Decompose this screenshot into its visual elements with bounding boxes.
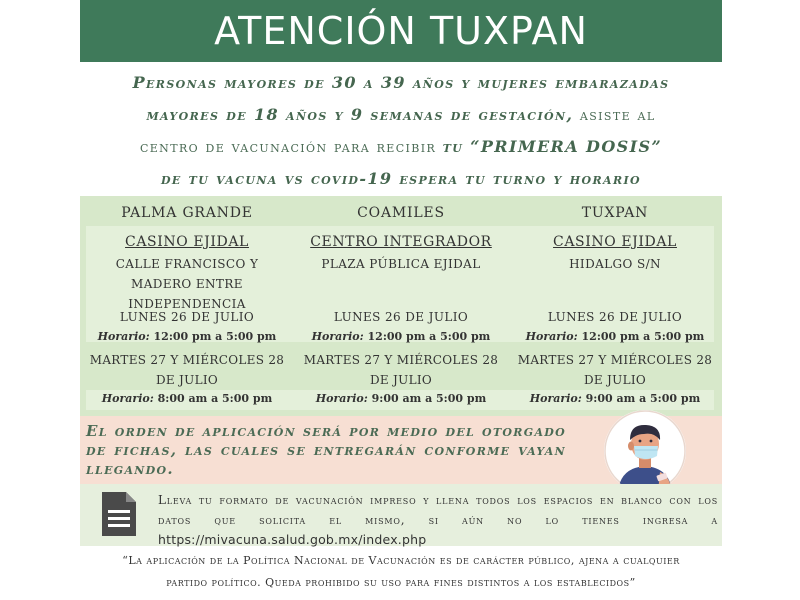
intro-line-2-rest: asiste al bbox=[573, 105, 656, 124]
date-second: MARTES 27 Y MIÉRCOLES 28 DE JULIO bbox=[303, 353, 499, 387]
page-title: ATENCIÓN TUXPAN bbox=[214, 9, 588, 53]
intro-message bbox=[80, 62, 722, 196]
hours-value: 8:00 am a 5:00 pm bbox=[153, 392, 273, 405]
schedule-table bbox=[80, 196, 722, 416]
intro-line-1-text: Personas mayores de 30 a 39 años y mujeres embarazadas bbox=[132, 73, 670, 92]
header-banner bbox=[80, 0, 722, 62]
vaccinated-person-icon bbox=[604, 410, 686, 492]
hours-first bbox=[508, 330, 722, 343]
date-second: MARTES 27 Y MIÉRCOLES 28 DE JULIO bbox=[89, 353, 285, 387]
column-town-coamiles: COAMILES bbox=[357, 205, 445, 221]
venue-name: CASINO EJIDAL bbox=[125, 234, 249, 250]
notice-text: El orden de aplicación será por medio del otorgado de fichas, las cuales se entregarán conforme vayan llegando. bbox=[86, 422, 566, 478]
venue-name: CENTRO INTEGRADOR bbox=[310, 234, 492, 250]
intro-line-2-bold: mayores de 18 años y 9 semanas de gestación, bbox=[146, 105, 574, 124]
vaccination-url-link[interactable]: https://mivacuna.salud.gob.mx/index.php bbox=[158, 532, 427, 547]
intro-line-4 bbox=[161, 163, 641, 195]
hours-first bbox=[294, 330, 508, 343]
hours-value: 12:00 pm a 5:00 pm bbox=[577, 330, 705, 343]
hours-first bbox=[80, 330, 294, 343]
schedule-column-palma-grande bbox=[80, 226, 294, 416]
intro-line-3-bold: tu “PRIMERA DOSIS” bbox=[442, 137, 663, 156]
schedule-column-coamiles bbox=[294, 226, 508, 416]
instructions-text bbox=[158, 490, 718, 550]
hours-value: 12:00 pm a 5:00 pm bbox=[363, 330, 491, 343]
hours-value: 12:00 pm a 5:00 pm bbox=[149, 330, 277, 343]
venue-address: HIDALGO S/N bbox=[569, 257, 661, 271]
schedule-column-tuxpan bbox=[508, 226, 722, 416]
hours-second bbox=[508, 392, 722, 405]
hours-label: Horario: bbox=[525, 330, 578, 343]
date-first: LUNES 26 DE JULIO bbox=[547, 310, 683, 324]
hours-value: 9:00 am a 5:00 pm bbox=[367, 392, 487, 405]
instructions-panel bbox=[80, 484, 722, 546]
legal-line-1: “La aplicación de la Política Nacional de Vacunación es de carácter público, ajena a cualquier bbox=[122, 554, 680, 567]
venue-name: CASINO EJIDAL bbox=[553, 234, 677, 250]
poster bbox=[80, 0, 722, 600]
date-second: MARTES 27 Y MIÉRCOLES 28 DE JULIO bbox=[517, 353, 713, 387]
hours-second bbox=[80, 392, 294, 405]
date-first: LUNES 26 DE JULIO bbox=[333, 310, 469, 324]
intro-line-4-text: de tu vacuna vs covid-19 espera tu turno y horario bbox=[160, 169, 642, 188]
intro-line-1 bbox=[133, 67, 670, 99]
hours-label: Horario: bbox=[101, 392, 154, 405]
intro-line-3 bbox=[140, 131, 662, 163]
hours-label: Horario: bbox=[315, 392, 368, 405]
date-first: LUNES 26 DE JULIO bbox=[119, 310, 255, 324]
document-icon bbox=[100, 490, 138, 538]
schedule-header-row bbox=[80, 196, 722, 226]
legal-disclaimer bbox=[80, 550, 722, 594]
column-town-tuxpan: TUXPAN bbox=[581, 205, 649, 221]
column-town-palma-grande: PALMA GRANDE bbox=[121, 205, 253, 221]
intro-line-3-rest: centro de vacunación para recibir bbox=[139, 137, 443, 156]
hours-value: 9:00 am a 5:00 pm bbox=[581, 392, 701, 405]
venue-address: CALLE FRANCISCO Y MADERO ENTRE INDEPENDENCIA bbox=[115, 257, 259, 311]
hours-second bbox=[294, 392, 508, 405]
hours-label: Horario: bbox=[97, 330, 150, 343]
schedule-body bbox=[80, 226, 722, 416]
legal-line-2: partido político. Queda prohibido su uso para fines distintos a los establecidos” bbox=[166, 576, 636, 589]
hours-label: Horario: bbox=[311, 330, 364, 343]
hours-label: Horario: bbox=[529, 392, 582, 405]
intro-line-2 bbox=[146, 99, 655, 131]
instructions-body: Lleva tu formato de vacunación impreso y llena todos los espacios en blanco con los datos que solicita el mismo, si aún no lo tienes ingresa a bbox=[158, 493, 718, 527]
venue-address: PLAZA PÚBLICA EJIDAL bbox=[321, 257, 481, 271]
